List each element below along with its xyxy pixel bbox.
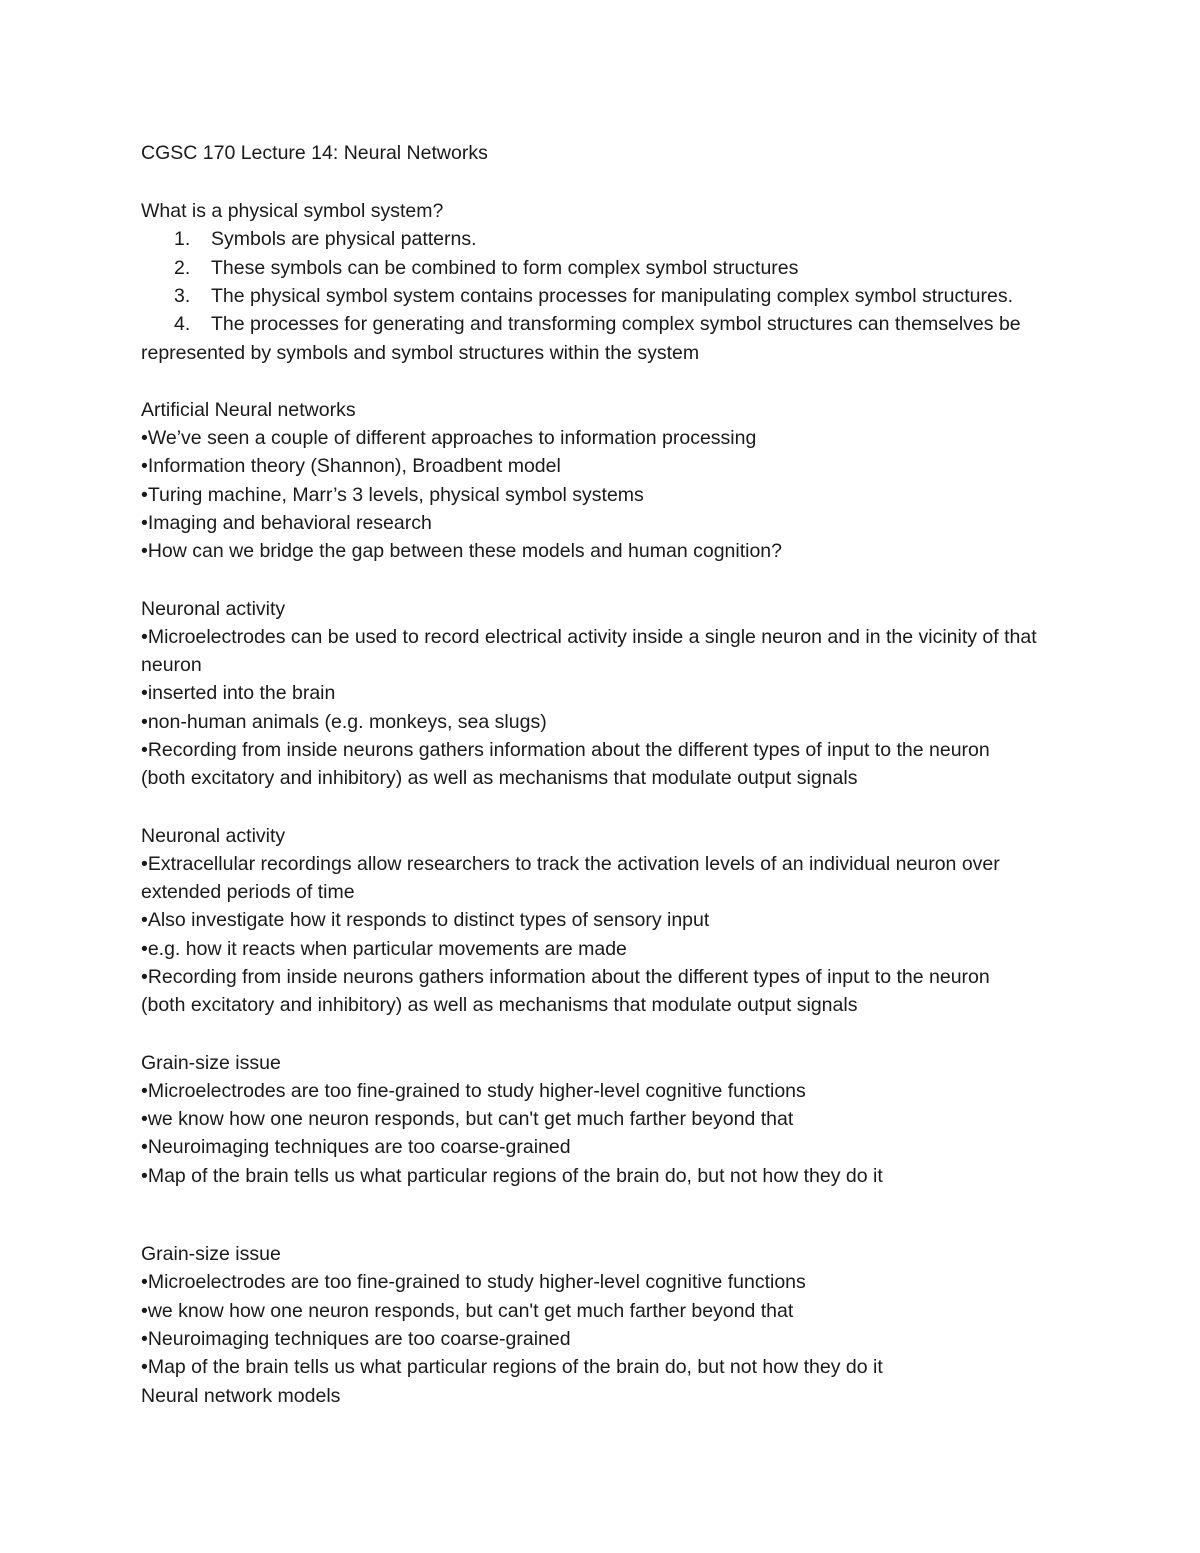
section-line: (both excitatory and inhibitory) as well as mechanisms that modulate output signals [141, 994, 858, 1016]
section-line: neuron [141, 654, 202, 676]
section-heading: Grain-size issue [141, 1052, 281, 1074]
section-line: extended periods of time [141, 881, 355, 903]
pss-item-number: 3. [174, 285, 191, 307]
pss-item-text: These symbols can be combined to form complex symbol structures [211, 257, 799, 279]
pss-item-number: 1. [174, 228, 191, 250]
section-line: •Neuroimaging techniques are too coarse-grained [141, 1328, 571, 1350]
section-heading: Neuronal activity [141, 598, 286, 620]
section-line: •Recording from inside neurons gathers information about the different types of input to the neuron [141, 966, 990, 988]
pss-item-text: The physical symbol system contains processes for manipulating complex symbol structures. [211, 285, 1013, 307]
document-title: CGSC 170 Lecture 14: Neural Networks [141, 142, 488, 164]
section-line: •inserted into the brain [141, 682, 336, 704]
pss-item-continuation: represented by symbols and symbol structures within the system [141, 342, 700, 364]
section-line: •How can we bridge the gap between these models and human cognition? [141, 540, 782, 562]
section-line: •Information theory (Shannon), Broadbent model [141, 455, 561, 477]
section-line: •Map of the brain tells us what particular regions of the brain do, but not how they do it [141, 1165, 883, 1187]
section-line: (both excitatory and inhibitory) as well as mechanisms that modulate output signals [141, 767, 858, 789]
section-line: •Extracellular recordings allow researchers to track the activation levels of an individual neuron over [141, 853, 1000, 875]
section-line: •Neuroimaging techniques are too coarse-grained [141, 1136, 571, 1158]
section-line: •Microelectrodes are too fine-grained to study higher-level cognitive functions [141, 1271, 806, 1293]
section-line: •Map of the brain tells us what particular regions of the brain do, but not how they do it [141, 1356, 883, 1378]
section-heading: Grain-size issue [141, 1243, 281, 1265]
section-line: •Microelectrodes are too fine-grained to study higher-level cognitive functions [141, 1080, 806, 1102]
section-line: •We’ve seen a couple of different approaches to information processing [141, 427, 757, 449]
section-line: •we know how one neuron responds, but can't get much farther beyond that [141, 1300, 794, 1322]
pss-item-number: 4. [174, 313, 191, 335]
section-line: •non-human animals (e.g. monkeys, sea slugs) [141, 711, 547, 733]
section-heading: Neuronal activity [141, 825, 286, 847]
section-line: •Turing machine, Marr’s 3 levels, physical symbol systems [141, 484, 644, 506]
section-line: •we know how one neuron responds, but can't get much farther beyond that [141, 1108, 794, 1130]
pss-question: What is a physical symbol system? [141, 200, 444, 222]
pss-item-text: The processes for generating and transforming complex symbol structures can themselves be [211, 313, 1021, 335]
pss-item-text: Symbols are physical patterns. [211, 228, 477, 250]
section-line: •Recording from inside neurons gathers information about the different types of input to the neuron [141, 739, 990, 761]
section-line: •Also investigate how it responds to distinct types of sensory input [141, 909, 710, 931]
section-line: •Imaging and behavioral research [141, 512, 432, 534]
section-line: •Microelectrodes can be used to record electrical activity inside a single neuron and in the vicinity of that [141, 626, 1037, 648]
pss-item-number: 2. [174, 257, 191, 279]
section-line: Neural network models [141, 1385, 341, 1407]
section-heading: Artificial Neural networks [141, 399, 356, 421]
section-line: •e.g. how it reacts when particular movements are made [141, 938, 627, 960]
